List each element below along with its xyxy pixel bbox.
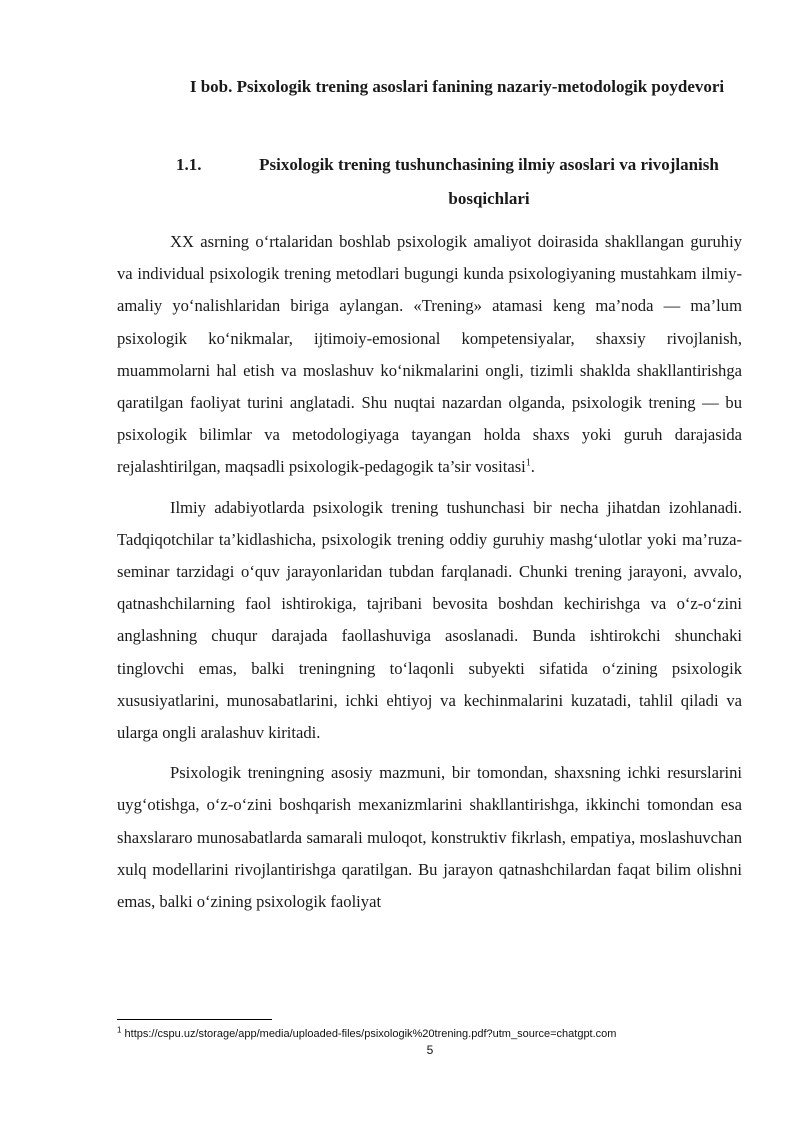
paragraph-3: Psixologik treningning asosiy mazmuni, bir tomondan, shaxsning ichki resurslarini uyg‘otishga, o‘z-o‘zini boshqarish mexanizmlarini shakllantirishga, ikkinchi tomondan esa shaxslararo munosabatlarda samarali muloqot, konstruktiv fikrlash, empatiya, moslashuvchan xulq modellarini rivojlantirishga qaratilgan. Bu jarayon qatnashchilardan faqat bilim olishni emas, balki o‘zining psixologik faoliyat <box>117 763 742 912</box>
paragraph-2: Ilmiy adabiyotlarda psixologik trening tushunchasi bir necha jihatdan izohlanadi. Tadqiqotchilar ta’kidlashicha, psixologik trening oddiy guruhiy mashg‘ulotlar yoki ma’ruza-seminar tarzidagi o‘quv jarayonlaridan tubdan farqlanadi. Chunki trening jarayoni, avvalo, qatnashchilarning faol ishtirokiga, tajribani bevosita boshdan kechirishga va o‘z-o‘zini anglashning chuqur darajada faollashuviga asoslanadi. Bunda ishtirokchi shunchaki tinglovchi emas, balki treningning to‘laqonli subyekti sifatida o‘zining psixologik xususiyatlarini, munosabatlarini, ichki ehtiyoj va kechinmalarini kuzatadi, tahlil qiladi va ularga ongli aralashuv kiritadi. <box>117 497 742 743</box>
section-title: Psixologik trening tushunchasining ilmiy asoslari va rivojlanish bosqichlari <box>259 155 719 208</box>
paragraph-1-tail: . <box>530 457 535 477</box>
footnote-separator <box>117 1019 272 1020</box>
body-text <box>117 226 742 926</box>
footnote <box>117 1027 757 1041</box>
section-heading <box>176 148 750 216</box>
chapter-title: I bob. Psixologik trening asoslari fanining nazariy-metodologik poydevori <box>189 77 725 96</box>
footnote-number: 1 <box>117 1025 122 1035</box>
paragraph-1-text: XX asrning o‘rtalaridan boshlab psixologik amaliyot doirasida shakllangan guruhiy va individual psixologik trening metodlari bugungi kunda psixologiyaning mustahkam ilmiy-amaliy yo‘nalishlaridan biriga aylangan. «Trening» atamasi keng ma’noda — ma’lum psixologik ko‘nikmalar, ijtimoiy-emosional kompetensiyalar, shaxsiy rivojlanish, muammolarni hal etish va moslashuv ko‘nikmalarini ongli, tizimli shaklda shakllantirishga qaratilgan faoliyat turini anglatadi. Shu nuqtai nazardan olganda, psixologik trening — bu psixologik bilimlar va metodologiyaga tayangan holda shaxs yoki guruh darajasida rejalashtirilgan, maqsadli psixologik-pedagogik ta’sir vositasi <box>117 232 742 477</box>
footnote-link[interactable]: https://cspu.uz/storage/app/media/uploaded-files/psixologik%20trening.pdf?utm_source=chatgpt.com <box>124 1028 617 1040</box>
footnote-reference[interactable]: 1 <box>525 457 531 469</box>
section-number: 1.1. <box>176 155 202 174</box>
paragraph-1 <box>117 226 742 484</box>
page-number: 5 <box>426 1043 434 1057</box>
